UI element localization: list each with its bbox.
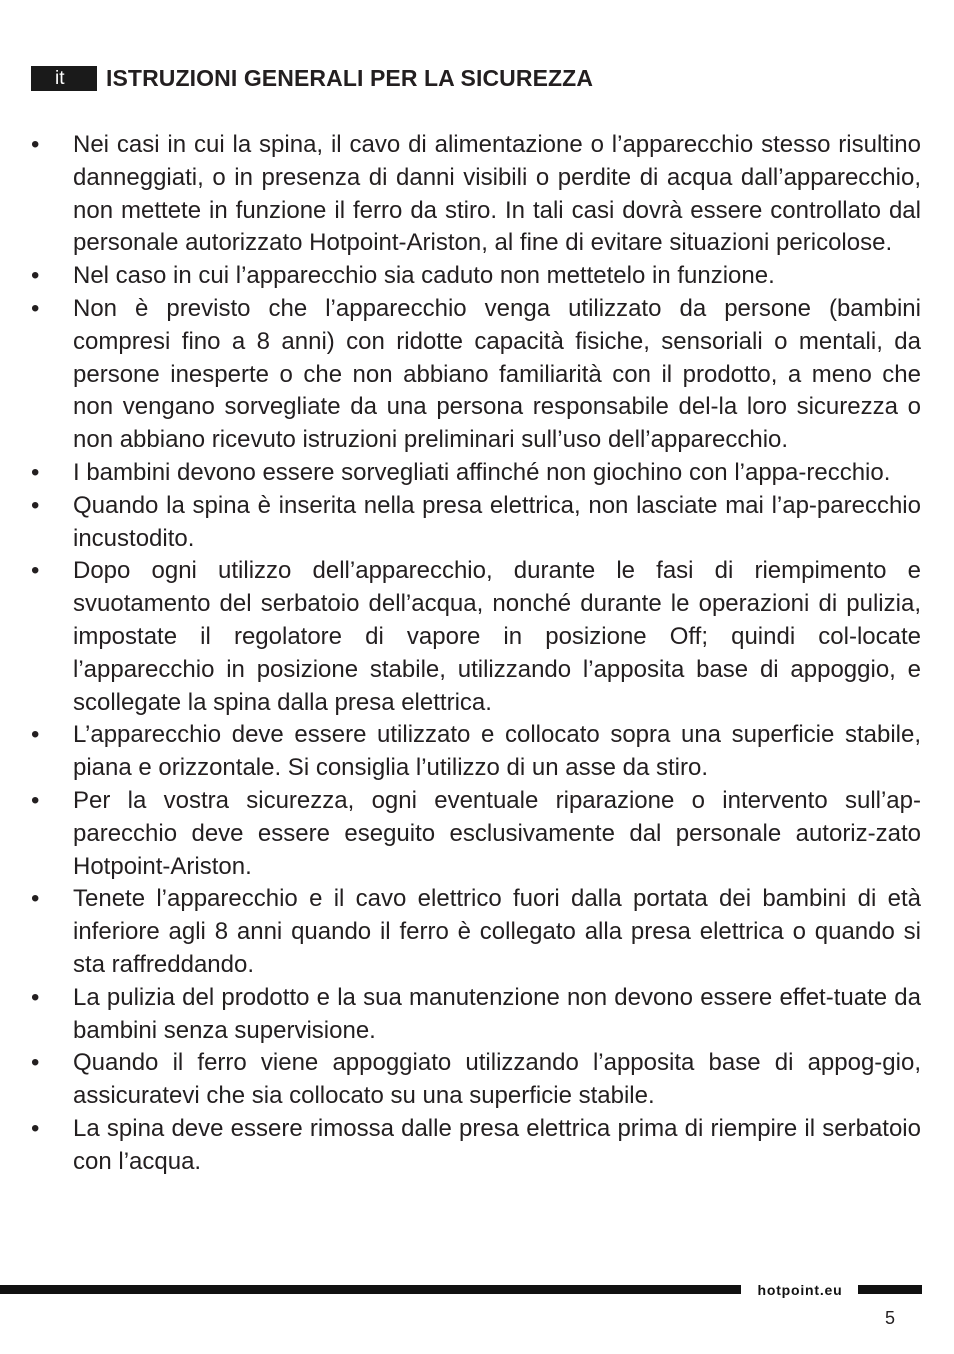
language-badge: it bbox=[31, 66, 97, 91]
list-item-text: Quando la spina è inserita nella presa elettrica, non lasciate mai l’ap-parecchio incustodito. bbox=[73, 491, 921, 552]
list-item bbox=[31, 293, 921, 457]
list-item bbox=[31, 883, 921, 981]
bullet: • bbox=[31, 983, 40, 1011]
bullet: • bbox=[31, 491, 40, 519]
list-item bbox=[31, 555, 921, 719]
bullet: • bbox=[31, 131, 40, 158]
list-item bbox=[31, 129, 921, 260]
footer-rule-left bbox=[0, 1285, 741, 1294]
list-item-text: Nei casi in cui la spina, il cavo di alimentazione o l’apparecchio stesso risultino danneggiati, o in presenza di danni visibili o perdite di acqua dall’apparecchio, non mettete in funzione il ferro da stiro. In tali casi dovrà essere controllato dal personale autorizzato Hotpoint-Ariston, al fine di evitare situazioni pericolose. bbox=[73, 131, 921, 257]
list-item-text: Quando il ferro viene appoggiato utilizzando l’apposita base di appog-gio, assicuratevi che sia collocato su una superficie stabile. bbox=[73, 1049, 921, 1110]
list-item-text: L’apparecchio deve essere utilizzato e collocato sopra una superficie stabile, piana e orizzontale. Si consiglia l’utilizzo di un asse da stiro. bbox=[73, 721, 921, 782]
list-item-text: Nel caso in cui l’apparecchio sia caduto non mettetelo in funzione. bbox=[73, 262, 775, 290]
list-item bbox=[31, 490, 921, 556]
footer-rule-right bbox=[858, 1285, 922, 1294]
footer-brand-url: hotpoint.eu bbox=[757, 1282, 843, 1298]
list-item bbox=[31, 785, 921, 883]
list-item-text: Dopo ogni utilizzo dell’apparecchio, durante le fasi di riempimento e svuotamento del serbatoio dell’acqua, nonché durante le operazioni di pulizia, impostate il regolatore di vapore in posizione Off; quindi col-locate l’apparecchio in posizione stabile, utilizzando l’apposita base di appoggio, e scollegate la spina dalla presa elettrica. bbox=[73, 557, 921, 716]
list-item bbox=[31, 260, 921, 293]
list-item-text: Per la vostra sicurezza, ogni eventuale riparazione o intervento sull’ap-parecchio deve essere eseguito esclusivamente dal personale autoriz-zato Hotpoint-Ariston. bbox=[73, 786, 921, 880]
bullet: • bbox=[31, 786, 40, 814]
bullet: • bbox=[31, 1114, 40, 1142]
list-item-text: Non è previsto che l’apparecchio venga utilizzato da persone (bambini compresi fino a 8 anni) con ridotte capacità fisiche, sensoriali o mentali, da persone inesperte o che non abbiano familiarità con il prodotto, a meno che non vengano sorvegliate da una persona responsabile del-la loro sicurezza o non abbiano ricevuto istruzioni preliminari sull’uso dell’apparecchio. bbox=[73, 294, 921, 454]
page-number: 5 bbox=[884, 1308, 895, 1328]
bullet: • bbox=[31, 557, 40, 585]
bullet: • bbox=[31, 1049, 40, 1077]
bullet: • bbox=[31, 262, 40, 290]
list-item bbox=[31, 982, 921, 1048]
section-header bbox=[31, 64, 593, 92]
list-item bbox=[31, 1113, 921, 1179]
list-item-text: La spina deve essere rimossa dalle presa elettrica prima di riempire il serbatoio con l’acqua. bbox=[73, 1114, 921, 1175]
list-item-text: I bambini devono essere sorvegliati affinché non giochino con l’appa-recchio. bbox=[73, 458, 891, 486]
list-item bbox=[31, 457, 921, 490]
section-title: ISTRUZIONI GENERALI PER LA SICUREZZA bbox=[106, 65, 594, 91]
bullet: • bbox=[31, 721, 40, 749]
bullet: • bbox=[31, 885, 40, 913]
bullet: • bbox=[31, 294, 40, 322]
list-item bbox=[31, 1047, 921, 1113]
list-item-text: Tenete l’apparecchio e il cavo elettrico fuori dalla portata dei bambini di età inferiore agli 8 anni quando il ferro è collegato alla presa elettrica o quando si sta raffreddando. bbox=[73, 885, 921, 978]
list-item-text: La pulizia del prodotto e la sua manutenzione non devono essere effet-tuate da bambini senza supervisione. bbox=[73, 983, 921, 1044]
list-item bbox=[31, 719, 921, 785]
bullet: • bbox=[31, 458, 40, 486]
safety-instructions-list bbox=[31, 129, 921, 1179]
